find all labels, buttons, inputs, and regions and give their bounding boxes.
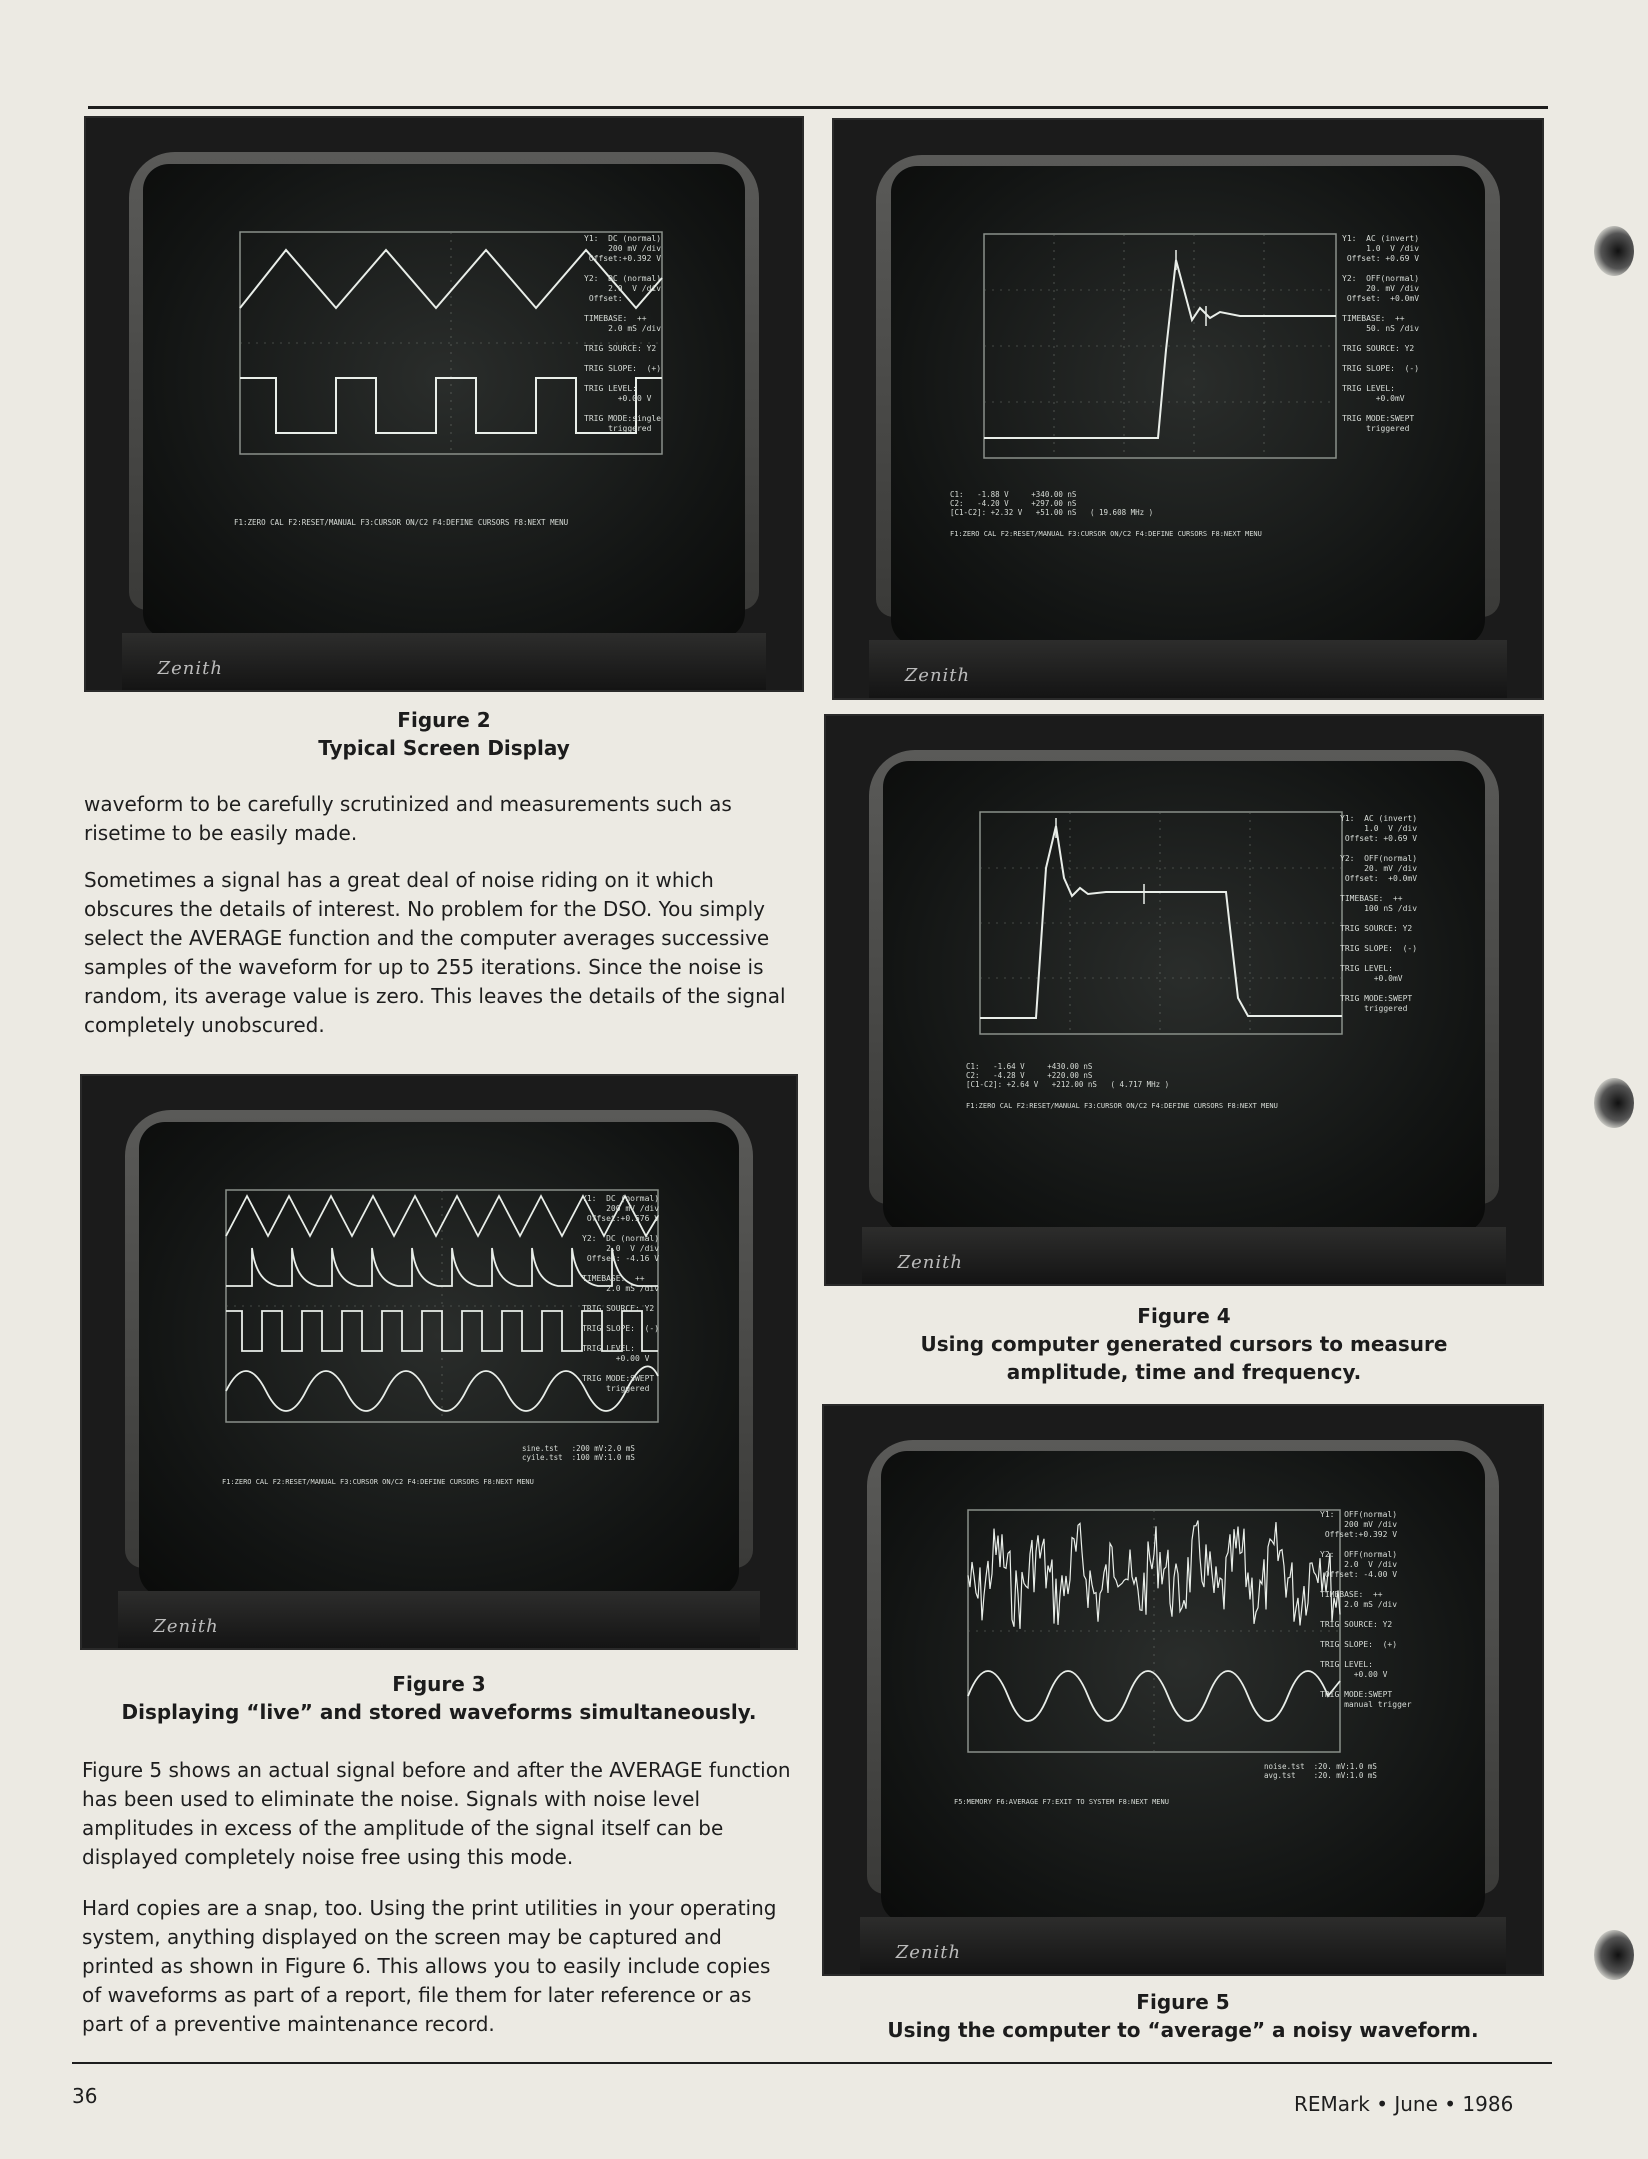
figure-2-number: Figure 2 [397,708,491,732]
figure-4-bottom-waveform [976,808,1346,1038]
paragraph-4: Hard copies are a snap, too. Using the print utilities in your operating system, anything displayed on the screen may be captured and printed as shown in Figure 6. This allows you to easily include copies of waveforms as part of a report, file them for later reference or as part of a preventive maintenance record. [82,1896,777,2036]
figure-3-caption [80,1670,798,1726]
figure-2-settings-readout: Y1: DC (normal) 200 mV /div Offset:+0.392 V Y2: DC (normal) 2.0 V /div Offset: TIMEBASE: ++ 2.0 mS /div TRIG SOURCE: Y2 TRIG SLOPE: (+) TRIG LEVEL: +0.00 V TRIG MODE:single triggered [584,234,662,433]
figure-5-function-keys: F5:MEMORY F6:AVERAGE F7:EXIT TO SYSTEM F8:NEXT MENU [954,1798,1169,1806]
figure-4-top-settings-readout: Y1: AC (invert) 1.0 V /div Offset: +0.69 V Y2: OFF(normal) 20. mV /div Offset: +0.0mV TIMEBASE: ++ 50. nS /div TRIG SOURCE: Y2 TRIG SLOPE: (-) TRIG LEVEL: +0.0mV TRIG MODE:SWEPT triggered [1342,234,1420,433]
paragraph-2: Sometimes a signal has a great deal of noise riding on it which obscures the details of interest. No problem for the DSO. You simply select the AVERAGE function and the computer averages successive samples of the waveform for up to 255 iterations. Since the noise is random, its average value is zero. This leaves the details of the signal completely unobscured. [84,868,786,1037]
paragraph-1: waveform to be carefully scrutinized and measurements such as risetime to be easily made. [84,792,732,845]
figure-4-photo-bottom [824,714,1544,1286]
figure-4-bottom-settings-readout: Y1: AC (invert) 1.0 V /div Offset: +0.69 V Y2: OFF(normal) 20. mV /div Offset: +0.0mV TIMEBASE: ++ 100 nS /div TRIG SOURCE: Y2 TRIG SLOPE: (-) TRIG LEVEL: +0.0mV TRIG MODE:SWEPT triggered [1340,814,1418,1013]
top-rule [88,106,1548,109]
figure-3-settings-readout: Y1: DC (normal) 200 mV /div Offset:+0.576 V Y2: DC (normal) 2.0 V /div Offset: -4.16 V TIMEBASE: ++ 2.0 mS /div TRIG SOURCE: Y2 TRIG SLOPE: (-) TRIG LEVEL: +0.00 V TRIG MODE:SWEPT triggered [582,1194,660,1393]
figure-2-title: Typical Screen Display [318,736,570,760]
paragraph-3: Figure 5 shows an actual signal before and after the AVERAGE function has been used to eliminate the noise. Signals with noise level amplitudes in excess of the amplitude of the signal itself can be displayed completely noise free using this mode. [82,1758,791,1869]
publication-footer: REMark • June • 1986 [1294,2092,1514,2116]
figure-2-photo [84,116,804,692]
figure-5-title: Using the computer to “average” a noisy waveform. [887,2018,1479,2042]
monitor-brand-logo: Zenith [895,1941,962,1963]
figure-3-function-keys: F1:ZERO CAL F2:RESET/MANUAL F3:CURSOR ON/C2 F4:DEFINE CURSORS F8:NEXT MENU [222,1478,534,1486]
monitor-brand-logo: Zenith [157,657,223,679]
figure-3-number: Figure 3 [392,1672,486,1696]
figure-4-title: Using computer generated cursors to measure amplitude, time and frequency. [920,1332,1448,1384]
figure-4-top-waveform [980,230,1340,462]
monitor-brand-logo: Zenith [897,1251,963,1273]
figure-3-stored-waveforms: sine.tst :200 mV:2.0 mS cyile.tst :100 mV:1.0 mS [522,1444,635,1462]
monitor-brand-logo: Zenith [904,665,971,687]
figure-5-caption [822,1988,1544,2044]
figure-4-bottom-function-keys: F1:ZERO CAL F2:RESET/MANUAL F3:CURSOR ON/C2 F4:DEFINE CURSORS F8:NEXT MENU [966,1102,1278,1110]
figure-4-number: Figure 4 [1137,1304,1231,1328]
figure-4-photo-top [832,118,1544,700]
figure-5-photo [822,1404,1544,1976]
figure-5-number: Figure 5 [1136,1990,1230,2014]
figure-4-bottom-cursor-readout: C1: -1.64 V +430.00 nS C2: -4.28 V +220.00 nS [C1-C2]: +2.64 V +212.00 nS ( 4.717 MHz ) [966,1062,1170,1089]
binder-hole [1594,226,1634,276]
monitor-brand-logo: Zenith [153,1615,219,1637]
binder-hole [1594,1930,1634,1980]
figure-2-function-keys: F1:ZERO CAL F2:RESET/MANUAL F3:CURSOR ON/C2 F4:DEFINE CURSORS F8:NEXT MENU [234,518,569,527]
figure-4-top-cursor-readout: C1: -1.88 V +340.00 nS C2: -4.20 V +297.00 nS [C1-C2]: +2.32 V +51.00 nS ( 19.608 MHz ) [950,490,1154,517]
figure-4-caption [824,1302,1544,1386]
page-number: 36 [72,2084,98,2108]
figure-3-photo [80,1074,798,1650]
figure-3-title: Displaying “live” and stored waveforms simultaneously. [121,1700,757,1724]
figure-5-waveforms [964,1506,1344,1756]
binder-hole [1594,1078,1634,1128]
bottom-rule [72,2062,1552,2064]
figure-5-settings-readout: Y1: OFF(normal) 200 mV /div Offset:+0.392 V Y2: OFF(normal) 2.0 V /div Offset: -4.00 V TIMEBASE: ++ 2.0 mS /div TRIG SOURCE: Y2 TRIG SLOPE: (+) TRIG LEVEL: +0.00 V TRIG MODE:SWEPT manual trigger [1320,1510,1412,1709]
figure-4-top-function-keys: F1:ZERO CAL F2:RESET/MANUAL F3:CURSOR ON/C2 F4:DEFINE CURSORS F8:NEXT MENU [950,530,1262,538]
figure-5-stored-waveforms: noise.tst :20. mV:1.0 mS avg.tst :20. mV:1.0 mS [1264,1762,1377,1780]
figure-2-caption [84,706,804,762]
